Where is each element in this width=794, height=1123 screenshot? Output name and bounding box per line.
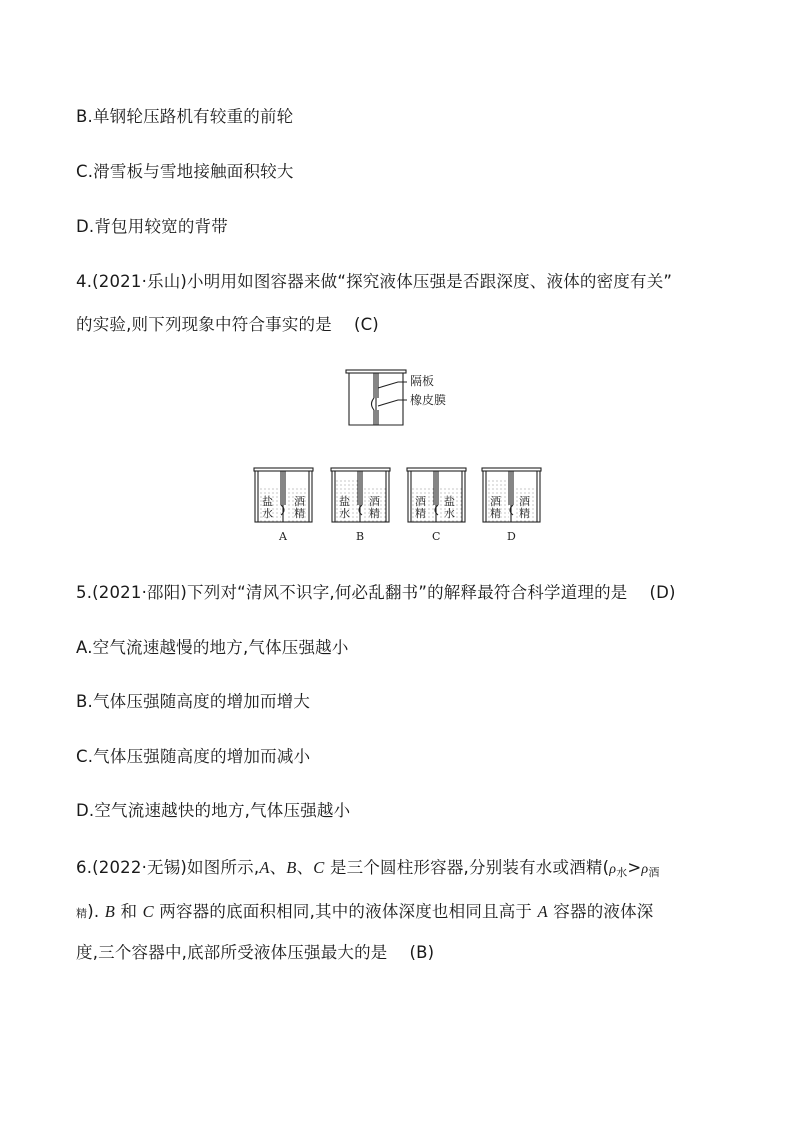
q6-text-6: 容器的液体深 (547, 902, 654, 921)
question-5-stem (76, 583, 676, 603)
container-c-left-1: 酒 (415, 495, 426, 508)
option-5b: B.气体压强随高度的增加而增大 (76, 692, 311, 711)
option-5a: A.空气流速越慢的地方,气体压强越小 (76, 638, 349, 657)
container-b-right-2: 精 (369, 507, 380, 520)
container-b-label: B (356, 530, 365, 543)
q6-rho-2: ρ (641, 862, 649, 877)
container-b-right-1: 酒 (369, 495, 380, 508)
q6-sub-alcohol-2: 精 (76, 907, 88, 920)
container-a-left-1: 盐 (262, 495, 273, 508)
question-4-line-1: 4.(2021·乐山)小明用如图容器来做“探究液体压强是否跟深度、液体的密度有关” (76, 272, 673, 291)
q6-sep-2: 、 (296, 858, 314, 877)
option-3d: D.背包用较宽的背带 (76, 217, 228, 236)
option-5d: D.空气流速越快的地方,气体压强越小 (76, 801, 351, 820)
question-4-stem-end: 的实验,则下列现象中符合事实的是 (76, 315, 332, 334)
container-c-label: C (432, 530, 441, 543)
container-a-right-2: 精 (294, 507, 305, 520)
q6-var-c-2: C (142, 902, 154, 921)
container-d-right-2: 精 (519, 507, 530, 520)
container-d-right-1: 酒 (519, 495, 530, 508)
q6-sep-1: 、 (269, 858, 287, 877)
question-6-line-2 (76, 902, 654, 924)
q6-sub-alcohol: 酒 (648, 866, 660, 879)
q6-text-5: 两容器的底面积相同,其中的液体深度也相同且高于 (153, 902, 538, 921)
q6-text-2: 是三个圆柱形容器,分别装有水或酒精( (324, 858, 610, 877)
q6-text-1: 6.(2022·无锡)如图所示, (76, 858, 260, 877)
q6-sub-water: 水 (616, 866, 628, 879)
container-c-right-1: 盐 (444, 495, 455, 508)
question-4-answer: (C) (353, 315, 379, 334)
question-5-answer: (D) (649, 583, 676, 602)
q6-text-3: ). (87, 902, 105, 921)
q6-rho-1: ρ (609, 862, 617, 877)
container-c-right-2: 水 (444, 507, 455, 520)
container-c-left-2: 精 (415, 507, 426, 520)
container-a-right-1: 酒 (294, 495, 305, 508)
q6-var-b: B (286, 858, 297, 877)
label-partition: 隔板 (410, 374, 435, 388)
question-4-line-2 (76, 315, 379, 335)
container-d-left-1: 酒 (490, 495, 501, 508)
q6-var-a-2: A (537, 902, 548, 921)
container-b-left-2: 水 (339, 507, 350, 520)
q6-var-b-2: B (104, 902, 116, 921)
container-b-left-1: 盐 (339, 495, 350, 508)
container-d-label: D (507, 530, 516, 543)
question-4-figure (0, 360, 794, 560)
option-5c: C.气体压强随高度的增加而减小 (76, 747, 311, 766)
question-6-answer: (B) (409, 943, 435, 962)
option-3b: B.单钢轮压路机有较重的前轮 (76, 107, 294, 126)
q6-var-a: A (259, 858, 270, 877)
q6-gt: > (627, 858, 642, 877)
container-d-left-2: 精 (490, 507, 501, 520)
partition-container-diagram (346, 370, 407, 425)
question-5-text: 5.(2021·邵阳)下列对“清风不识字,何必乱翻书”的解释最符合科学道理的是 (76, 583, 628, 602)
q6-text-7: 度,三个容器中,底部所受液体压强最大的是 (76, 943, 388, 962)
q6-text-4: 和 (115, 902, 143, 921)
option-3c: C.滑雪板与雪地接触面积较大 (76, 162, 294, 181)
container-a-label: A (279, 530, 287, 543)
question-6-line-1 (76, 858, 660, 880)
question-6-line-3 (76, 943, 434, 963)
container-a-left-2: 水 (262, 507, 273, 520)
q6-var-c: C (313, 858, 325, 877)
label-rubber-membrane: 橡皮膜 (410, 393, 447, 407)
